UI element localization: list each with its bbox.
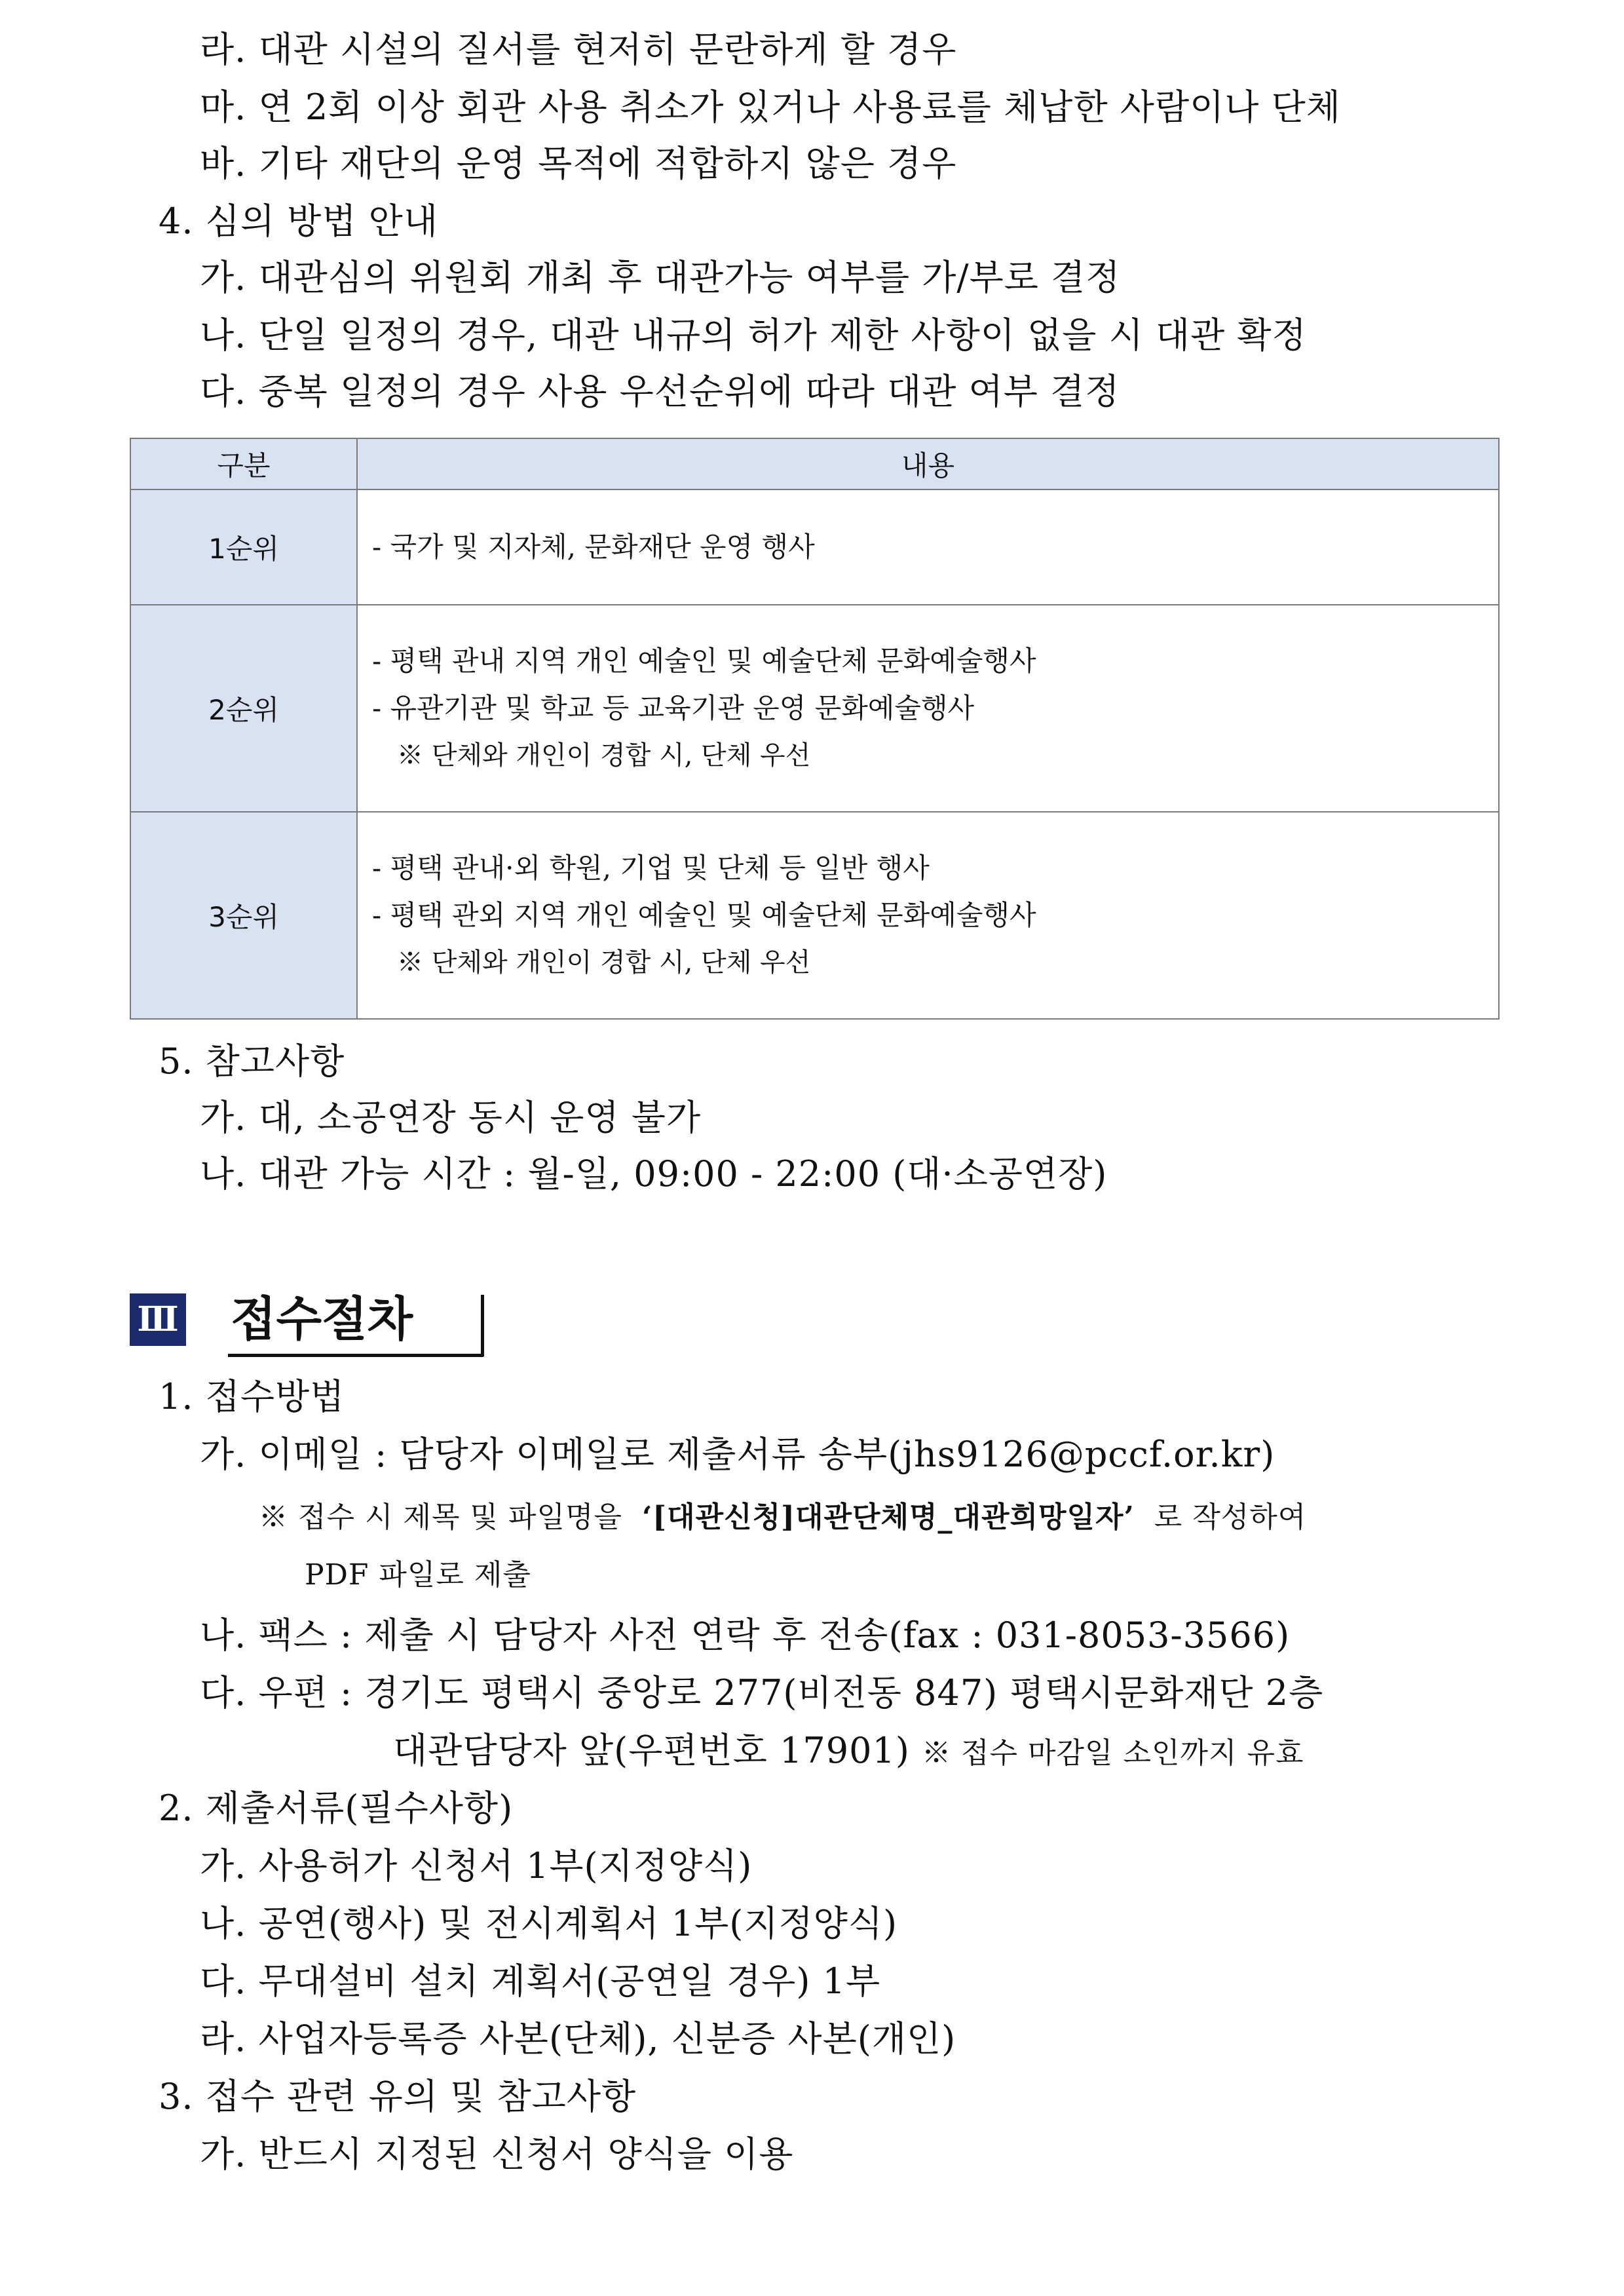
chapter-title: 접수절차: [231, 1292, 413, 1347]
priority-1-item-1: - 국가 및 지자체, 문화재단 운영 행사: [372, 531, 815, 563]
section5-item-na: 나. 대관 가능 시간 : 월-일, 09:00 - 22:00 (대·소공연장): [200, 1153, 1108, 1195]
mail-address-recipient: 대관담당자 앞(우편번호 17901): [393, 1730, 910, 1771]
documents-item-ga: 가. 사용허가 신청서 1부(지정양식): [200, 1845, 753, 1886]
section4-item-na: 나. 단일 일정의 경우, 대관 내규의 허가 제한 사항이 없을 시 대관 확정: [200, 315, 1307, 356]
table-row-priority-2: [130, 605, 1499, 812]
chapter-title-bar: [481, 1295, 484, 1356]
receipt-heading: 1. 접수방법: [159, 1376, 345, 1417]
documents-item-da: 다. 무대설비 설치 계획서(공연일 경우) 1부: [200, 1961, 881, 2002]
receipt-mail-line2: [393, 1727, 1304, 1777]
list-item-ma: 마. 연 2회 이상 회관 사용 취소가 있거나 사용료를 체납한 사람이나 단체: [200, 86, 1341, 128]
section4-item-ga: 가. 대관심의 위원회 개최 후 대관가능 여부를 가/부로 결정: [200, 257, 1121, 298]
table-row-priority-1: [130, 489, 1499, 605]
priority-2-item-2: - 유관기관 및 학교 등 교육기관 운영 문화예술행사: [372, 692, 975, 724]
email-note-emphasis: ‘[대관신청]대관단체명_대관희망일자’: [641, 1501, 1135, 1534]
notes-item-ga: 가. 반드시 지정된 신청서 양식을 이용: [200, 2133, 794, 2175]
email-note-prefix: ※ 접수 시 제목 및 파일명을: [259, 1501, 622, 1534]
priority-2-item-1: - 평택 관내 지역 개인 예술인 및 예술단체 문화예술행사: [372, 645, 1036, 677]
table-header-row: [130, 438, 1499, 489]
list-item-ba: 바. 기타 재단의 운영 목적에 적합하지 않은 경우: [200, 143, 957, 184]
mail-deadline-note: ※ 접수 마감일 소인까지 유효: [922, 1736, 1304, 1770]
priority-content-3: [357, 812, 1499, 1019]
section5-item-ga: 가. 대, 소공연장 동시 운영 불가: [200, 1097, 702, 1138]
priority-3-item-1: - 평택 관내·외 학원, 기업 및 단체 등 일반 행사: [372, 852, 930, 884]
documents-heading: 2. 제출서류(필수사항): [159, 1788, 514, 1829]
header-content: 내용: [357, 438, 1499, 489]
table-row-priority-3: [130, 812, 1499, 1019]
receipt-email-note: [259, 1498, 1306, 1537]
receipt-email: 가. 이메일 : 담당자 이메일로 제출서류 송부(jhs9126@pccf.or.kr): [200, 1434, 1275, 1475]
receipt-email-note-line2: PDF 파일로 제출: [305, 1558, 531, 1592]
section4-item-da: 다. 중복 일정의 경우 사용 우선순위에 따라 대관 여부 결정: [200, 371, 1120, 412]
chapter-title-underline: [228, 1354, 483, 1357]
receipt-fax: 나. 팩스 : 제출 시 담당자 사전 연락 후 전송(fax : 031-8053-3566): [200, 1615, 1291, 1656]
documents-item-ra: 라. 사업자등록증 사본(단체), 신분증 사본(개인): [200, 2018, 956, 2059]
notes-heading: 3. 접수 관련 유의 및 참고사항: [159, 2076, 637, 2117]
email-note-suffix: 로 작성하여: [1154, 1501, 1307, 1534]
priority-content-2: [357, 605, 1499, 812]
priority-3-item-2: - 평택 관외 지역 개인 예술인 및 예술단체 문화예술행사: [372, 899, 1036, 931]
receipt-mail-line1: 다. 우편 : 경기도 평택시 중앙로 277(비전동 847) 평택시문화재단 2층: [200, 1672, 1324, 1713]
section4-heading: 4. 심의 방법 안내: [159, 201, 439, 242]
priority-table: [130, 438, 1500, 1020]
section5-heading: 5. 참고사항: [159, 1041, 345, 1082]
list-item-ra: 라. 대관 시설의 질서를 현저히 문란하게 할 경우: [200, 29, 957, 70]
priority-rank-3: 3순위: [130, 812, 357, 1019]
priority-content-1: [357, 489, 1499, 605]
priority-rank-2: 2순위: [130, 605, 357, 812]
header-category: 구분: [130, 438, 357, 489]
priority-3-note: ※ 단체와 개인이 경합 시, 단체 우선: [397, 947, 811, 978]
documents-item-na: 나. 공연(행사) 및 전시계획서 1부(지정양식): [200, 1903, 898, 1944]
priority-2-note: ※ 단체와 개인이 경합 시, 단체 우선: [397, 740, 811, 771]
chapter-number-badge: Ⅲ: [130, 1293, 186, 1346]
priority-rank-1: 1순위: [130, 489, 357, 605]
